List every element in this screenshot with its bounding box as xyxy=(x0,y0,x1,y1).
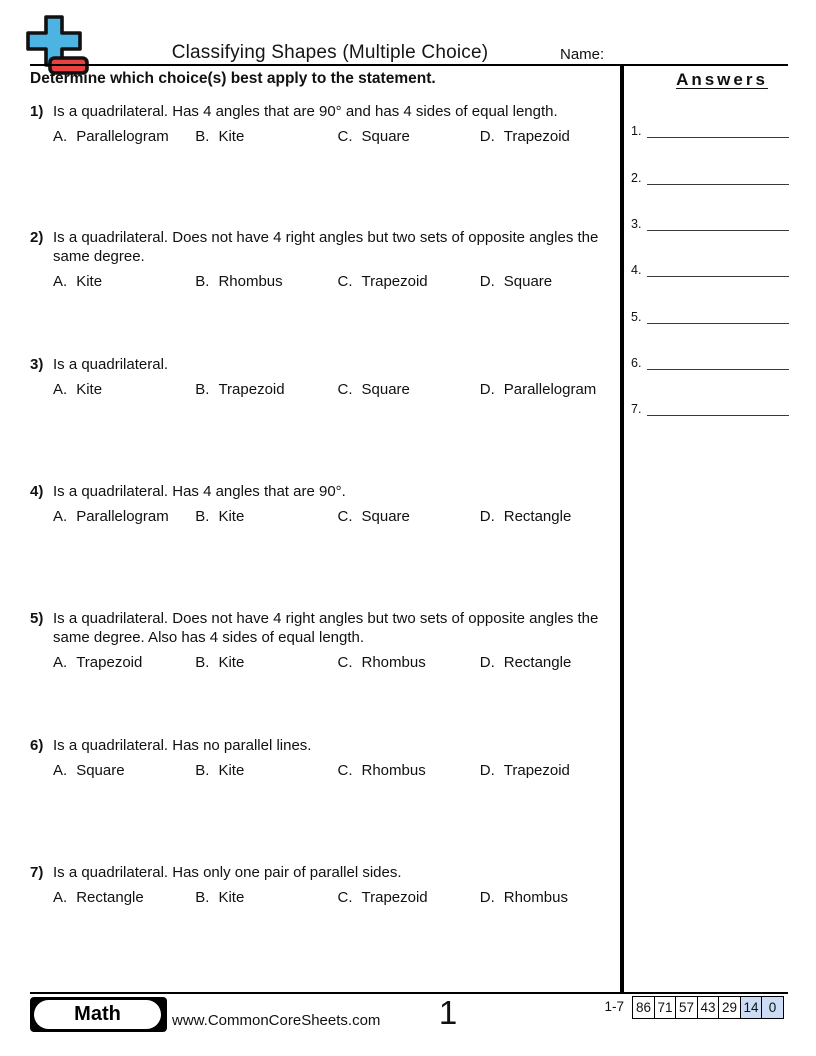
answer-slot-6 xyxy=(631,352,789,370)
answer-slot-7 xyxy=(631,398,789,416)
option-d: D. Square xyxy=(479,273,553,290)
option-label: Rhombus xyxy=(361,654,426,671)
question-text: Is a quadrilateral. Does not have 4 right angles but two sets of opposite angles the same degree. xyxy=(53,229,599,265)
answer-number: 2. xyxy=(631,171,642,185)
answer-slot-4 xyxy=(631,259,789,277)
option-d: D. Rectangle xyxy=(479,654,572,671)
option-b: B. Trapezoid xyxy=(195,381,285,398)
option-b: B. Kite xyxy=(195,654,245,671)
question-number: 5) xyxy=(30,610,44,627)
answer-number: 3. xyxy=(631,217,642,231)
option-a: A. Trapezoid xyxy=(53,654,143,671)
option-c: C. Square xyxy=(337,128,410,145)
answers-divider xyxy=(620,66,624,992)
score-cell: 14 xyxy=(740,996,763,1019)
option-c: C. Trapezoid xyxy=(337,273,428,290)
score-range-label: 1-7 xyxy=(604,999,624,1014)
option-label: Parallelogram xyxy=(503,381,597,398)
option-label: Kite xyxy=(218,762,245,779)
answer-blank-line[interactable] xyxy=(647,306,789,324)
option-a: A. Kite xyxy=(53,273,103,290)
option-label: Kite xyxy=(218,128,245,145)
options-row xyxy=(53,380,622,399)
answer-slot-1 xyxy=(631,120,789,138)
question-text: Is a quadrilateral. Has only one pair of parallel sides. xyxy=(53,864,402,881)
score-cell: 29 xyxy=(718,996,741,1019)
score-cell: 57 xyxy=(675,996,698,1019)
option-b: B. Rhombus xyxy=(195,273,283,290)
option-label: Trapezoid xyxy=(503,762,570,779)
options-row xyxy=(53,507,622,526)
question-text: Is a quadrilateral. xyxy=(53,356,169,373)
option-label: Rhombus xyxy=(218,273,283,290)
subject-badge-label: Math xyxy=(34,1000,161,1029)
option-label: Square xyxy=(361,128,410,145)
score-cell: 43 xyxy=(697,996,720,1019)
score-grid xyxy=(632,996,784,1019)
option-d: D. Trapezoid xyxy=(479,762,570,779)
answer-blank-line[interactable] xyxy=(647,167,789,185)
question-1 xyxy=(30,102,622,146)
answer-number: 5. xyxy=(631,310,642,324)
question-4 xyxy=(30,482,622,526)
page-title: Classifying Shapes (Multiple Choice) xyxy=(171,42,489,63)
answer-number: 1. xyxy=(631,124,642,138)
option-a: A. Rectangle xyxy=(53,889,144,906)
score-cell: 0 xyxy=(761,996,784,1019)
option-label: Rhombus xyxy=(361,762,426,779)
question-number: 3) xyxy=(30,356,44,373)
option-label: Square xyxy=(361,381,410,398)
options-row xyxy=(53,888,622,907)
option-a: A. Parallelogram xyxy=(53,508,169,525)
option-label: Parallelogram xyxy=(76,128,169,145)
option-b: B. Kite xyxy=(195,762,245,779)
answer-blank-line[interactable] xyxy=(647,259,789,277)
question-text: Is a quadrilateral. Has no parallel lines. xyxy=(53,737,312,754)
answer-slot-3 xyxy=(631,213,789,231)
question-number: 6) xyxy=(30,737,44,754)
options-row xyxy=(53,761,622,780)
instructions-text: Determine which choice(s) best apply to the statement. xyxy=(30,70,436,87)
options-row xyxy=(53,127,622,146)
option-c: C. Square xyxy=(337,508,410,525)
question-number: 2) xyxy=(30,229,44,246)
answer-number: 6. xyxy=(631,356,642,370)
answer-number: 4. xyxy=(631,263,642,277)
website-url: www.CommonCoreSheets.com xyxy=(172,1012,381,1029)
question-text: Is a quadrilateral. Has 4 angles that are 90°. xyxy=(53,483,346,500)
options-row xyxy=(53,272,622,291)
option-b: B. Kite xyxy=(195,889,245,906)
options-row xyxy=(53,653,622,672)
option-label: Trapezoid xyxy=(503,128,570,145)
option-label: Rectangle xyxy=(76,889,144,906)
answer-slot-5 xyxy=(631,306,789,324)
header-divider xyxy=(30,64,788,66)
option-label: Kite xyxy=(76,273,103,290)
option-d: D. Rhombus xyxy=(479,889,568,906)
option-a: A. Square xyxy=(53,762,125,779)
score-cell: 71 xyxy=(654,996,677,1019)
page-number: 1 xyxy=(438,994,458,1031)
question-5 xyxy=(30,609,622,672)
option-c: C. Square xyxy=(337,381,410,398)
question-2 xyxy=(30,228,622,291)
option-label: Square xyxy=(76,762,125,779)
answer-blank-line[interactable] xyxy=(647,352,789,370)
option-label: Trapezoid xyxy=(361,273,428,290)
answer-slot-2 xyxy=(631,167,789,185)
option-label: Trapezoid xyxy=(218,381,285,398)
answers-title: Answers xyxy=(676,70,768,89)
answer-blank-line[interactable] xyxy=(647,398,789,416)
question-number: 4) xyxy=(30,483,44,500)
option-label: Trapezoid xyxy=(361,889,428,906)
question-6 xyxy=(30,736,622,780)
option-label: Rectangle xyxy=(503,508,572,525)
option-label: Kite xyxy=(218,889,245,906)
option-label: Square xyxy=(361,508,410,525)
question-text: Is a quadrilateral. Has 4 angles that are 90° and has 4 sides of equal length. xyxy=(53,103,558,120)
answer-number: 7. xyxy=(631,402,642,416)
option-c: C. Rhombus xyxy=(337,762,426,779)
option-label: Rectangle xyxy=(503,654,572,671)
option-d: D. Rectangle xyxy=(479,508,572,525)
option-d: D. Parallelogram xyxy=(479,381,597,398)
answer-blank-line[interactable] xyxy=(647,213,789,231)
option-label: Square xyxy=(503,273,553,290)
option-label: Trapezoid xyxy=(76,654,143,671)
option-label: Rhombus xyxy=(503,889,568,906)
question-text: Is a quadrilateral. Does not have 4 right angles but two sets of opposite angles the same degree. Also has 4 sides of equal length. xyxy=(53,610,599,646)
option-label: Kite xyxy=(218,654,245,671)
score-cell: 86 xyxy=(632,996,655,1019)
answer-blank-line[interactable] xyxy=(647,120,789,138)
option-a: A. Kite xyxy=(53,381,103,398)
name-label: Name: xyxy=(560,46,605,63)
option-d: D. Trapezoid xyxy=(479,128,570,145)
option-c: C. Trapezoid xyxy=(337,889,428,906)
option-b: B. Kite xyxy=(195,508,245,525)
option-label: Kite xyxy=(76,381,103,398)
option-b: B. Kite xyxy=(195,128,245,145)
option-label: Parallelogram xyxy=(76,508,169,525)
question-number: 7) xyxy=(30,864,44,881)
question-number: 1) xyxy=(30,103,44,120)
option-c: C. Rhombus xyxy=(337,654,426,671)
question-7 xyxy=(30,863,622,907)
question-3 xyxy=(30,355,622,399)
option-label: Kite xyxy=(218,508,245,525)
option-a: A. Parallelogram xyxy=(53,128,169,145)
